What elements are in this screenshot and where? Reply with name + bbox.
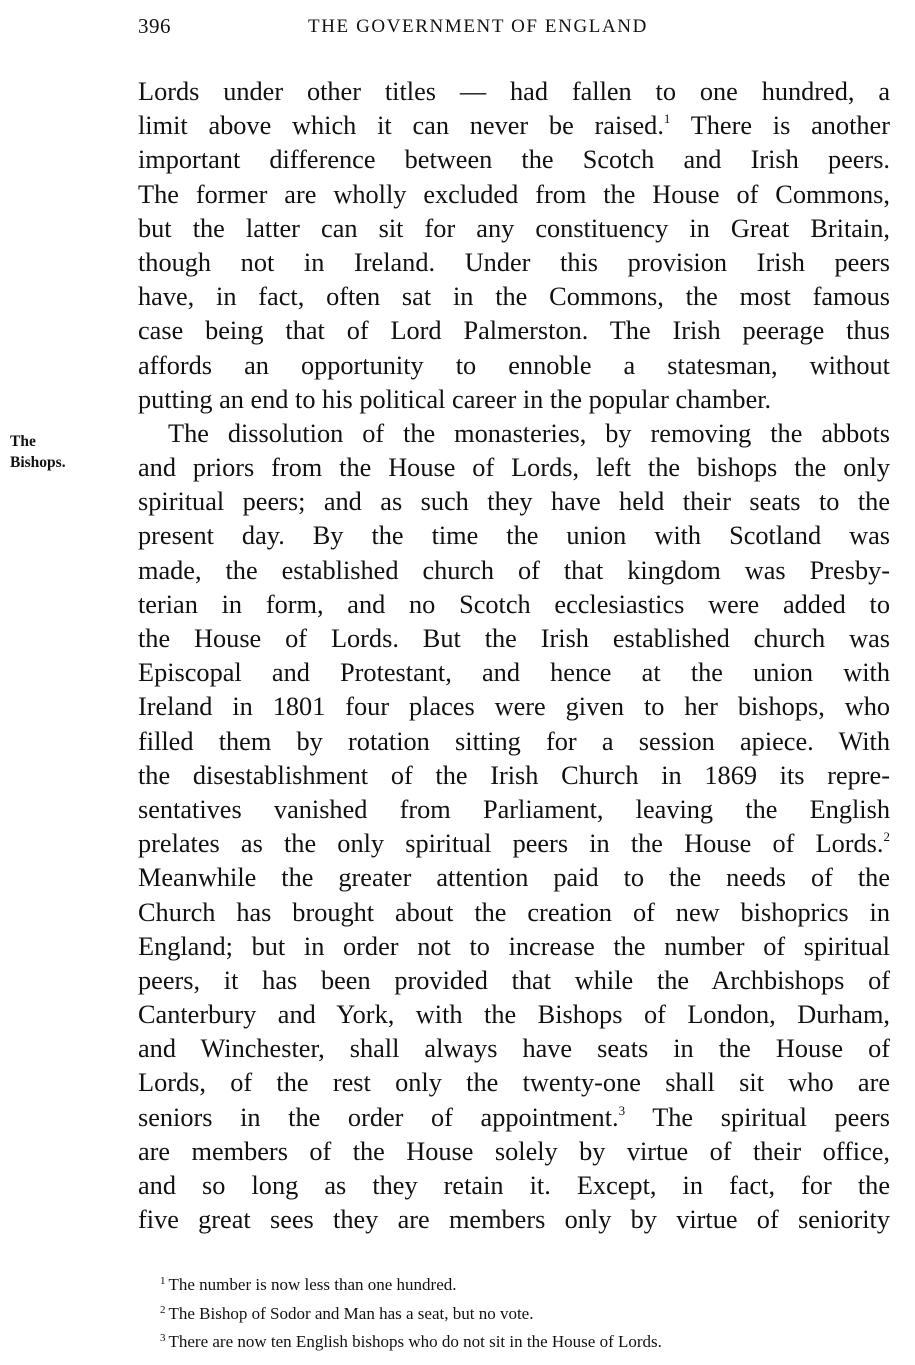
text-line: [138, 656, 890, 690]
text-line-content: but the latter can sit for any constituency in Great Britain,: [138, 213, 890, 243]
footnote: [160, 1298, 900, 1327]
text-line-content: and so long as they retain it. Except, in fact, for the: [138, 1171, 890, 1200]
text-line-content: terian in form, and no Scotch ecclesiastics were added to: [138, 589, 890, 619]
text-line: [138, 451, 890, 485]
text-line-content: peers, it has been provided that while the Archbishops of: [138, 965, 890, 995]
text-line: [138, 75, 890, 109]
footnote-text: The number is now less than one hundred.: [168, 1275, 457, 1294]
footnote-text: There are now ten English bishops who do not sit in the House of Lords.: [168, 1332, 662, 1351]
text-line: [138, 861, 890, 895]
text-line: [138, 280, 890, 314]
text-line: [138, 896, 890, 930]
footnote-reference: 3: [618, 1102, 626, 1118]
text-line-continuation: There is another: [670, 111, 890, 141]
text-line: [138, 109, 890, 143]
margin-note-line: The: [10, 433, 36, 450]
text-line: [138, 964, 890, 998]
margin-note-line: Bishops.: [10, 454, 66, 471]
footnote-marker: 1: [160, 1275, 166, 1287]
text-line: [138, 690, 890, 724]
text-line-continuation: The spiritual peers: [625, 1102, 890, 1132]
text-line-content: case being that of Lord Palmerston. The Irish peerage thus: [138, 316, 890, 346]
text-line: [138, 622, 890, 656]
text-line-content: have, in fact, often sat in the Commons, the most famous: [138, 282, 890, 312]
footnote-reference: 1: [663, 111, 671, 127]
text-line: [138, 1066, 890, 1100]
text-line: [138, 143, 890, 177]
text-line-content: Church has brought about the creation of new bishoprics in: [138, 897, 890, 927]
text-line: [138, 930, 890, 964]
text-line-content: The former are wholly excluded from the House of Commons,: [138, 179, 890, 209]
text-line: [138, 759, 890, 793]
footnote-reference: 2: [883, 829, 890, 845]
page-number: 396: [138, 14, 171, 38]
footnote-marker: 3: [160, 1332, 166, 1344]
text-line: [138, 349, 890, 383]
text-line-content: Lords, of the rest only the twenty-one shall sit who are: [138, 1068, 890, 1098]
running-title: THE GOVERNMENT OF ENGLAND: [308, 16, 648, 37]
text-line: [138, 1169, 890, 1203]
footnote-marker: 2: [160, 1303, 166, 1316]
text-line: [138, 725, 890, 759]
text-line-content: present day. By the time the union with Scotland was: [138, 521, 890, 551]
text-line: [138, 1101, 890, 1135]
text-line-content: the disestablishment of the Irish Church in 1869 its repre-: [138, 760, 890, 790]
text-line-content: affords an opportunity to ennoble a statesman, without: [138, 350, 890, 380]
text-line-content: and Winchester, shall always have seats in the House of: [138, 1034, 890, 1064]
text-line: [138, 827, 890, 861]
text-line: [138, 383, 890, 417]
text-line-content: important difference between the Scotch and Irish peers.: [138, 145, 890, 175]
text-line: [138, 554, 890, 588]
text-line-content: are members of the House solely by virtue of their office,: [138, 1136, 890, 1166]
text-line-content: sentatives vanished from Parliament, leaving the English: [138, 794, 890, 824]
text-line: [138, 1135, 890, 1169]
text-line-content: Lords under other titles — had fallen to one hundred, a: [138, 77, 890, 106]
text-line: [138, 998, 890, 1032]
text-line-content: filled them by rotation sitting for a session apiece. With: [138, 726, 890, 756]
text-line-content: made, the established church of that kingdom was Presby-: [138, 555, 890, 585]
text-line-content: seniors in the order of appointment.: [138, 1102, 619, 1132]
text-line-content: five great sees they are members only by virtue of seniority: [138, 1205, 890, 1235]
text-line-content: Meanwhile the greater attention paid to the needs of the: [138, 863, 890, 893]
text-line: [138, 1032, 890, 1066]
text-line-content: putting an end to his political career in the popular chamber.: [138, 384, 772, 414]
text-line: [138, 314, 890, 348]
footnotes: [160, 1269, 900, 1355]
text-line-content: the House of Lords. But the Irish established church was: [138, 624, 890, 653]
page-header: [138, 14, 890, 44]
text-line-content: prelates as the only spiritual peers in the House of Lords.: [138, 829, 884, 859]
text-line-content: and priors from the House of Lords, left the bishops the only: [138, 453, 890, 483]
text-line-content: though not in Ireland. Under this provision Irish peers: [138, 247, 890, 277]
footnote: [160, 1269, 900, 1298]
text-line: [138, 588, 890, 622]
body-text: [138, 75, 890, 1237]
text-line-content: Episcopal and Protestant, and hence at the union with: [138, 658, 890, 688]
text-line-content: England; but in order not to increase the number of spiritual: [138, 931, 890, 961]
text-line-content: Ireland in 1801 four places were given to her bishops, who: [138, 692, 890, 722]
text-line: [138, 178, 890, 212]
footnote-text: The Bishop of Sodor and Man has a seat, but no vote.: [168, 1303, 534, 1323]
text-line: [138, 793, 890, 827]
text-line: [138, 417, 890, 451]
text-line-content: The dissolution of the monasteries, by removing the abbots: [168, 418, 890, 448]
text-line-content: limit above which it can never be raised.: [138, 111, 664, 141]
text-line-content: spiritual peers; and as such they have held their seats to the: [138, 487, 890, 517]
text-line: [138, 246, 890, 280]
text-line: [138, 212, 890, 246]
text-line: [138, 1203, 890, 1237]
text-line: [138, 519, 890, 553]
footnote: [160, 1326, 900, 1355]
text-line-content: Canterbury and York, with the Bishops of London, Durham,: [138, 1000, 890, 1030]
margin-note: [10, 431, 66, 473]
text-line: [138, 485, 890, 519]
